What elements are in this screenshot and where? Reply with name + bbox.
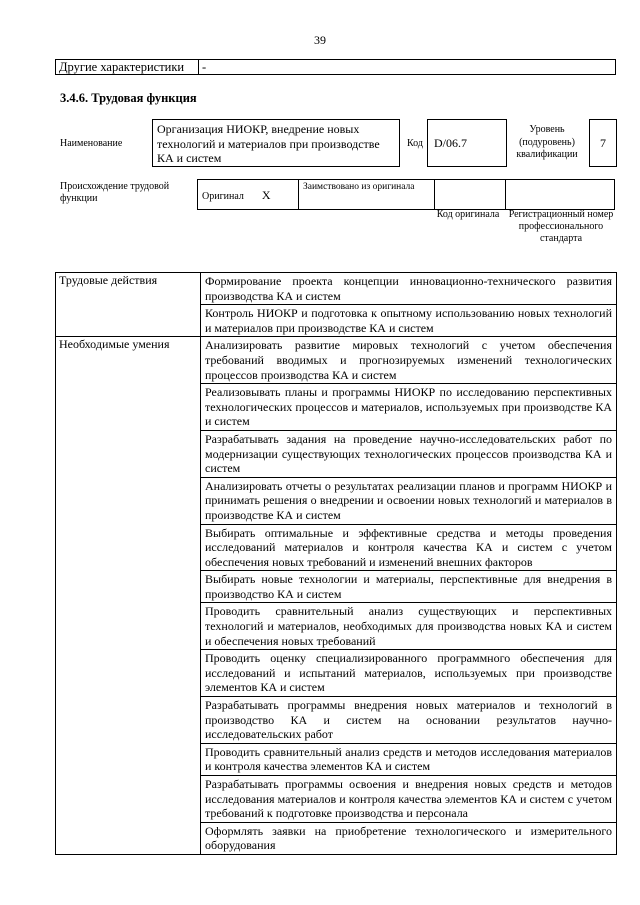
skill-item: Разрабатывать задания на проведение научно-исследовательских работ по модернизации существующих технологических процессов производства КА и систем [201, 430, 617, 477]
labor-function-table [55, 272, 617, 855]
borrowed-label: Заимствовано из оригинала [299, 180, 435, 210]
page-number: 39 [314, 33, 326, 47]
skill-item: Анализировать отчеты о результатах реализации планов и программ НИОКР и принимать решения о внедрении и освоении новых технологий и материалов в производстве КА и систем [201, 477, 617, 524]
other-characteristics-label: Другие характеристики [56, 60, 199, 75]
other-characteristics-table [55, 59, 616, 75]
skill-item: Реализовывать планы и программы НИОКР по исследованию перспективных технологических процессов и материалов, используемых при производстве КА и систем [201, 384, 617, 431]
labor-actions-header: Трудовые действия [56, 273, 201, 337]
labor-action-item: Формирование проекта концепции инновационно-технического развития производства КА и систем [201, 273, 617, 305]
original-cell [198, 180, 299, 210]
original-mark: X [261, 187, 271, 202]
reg-number-cell [506, 180, 615, 210]
code-label: Код [407, 138, 423, 149]
skill-item: Выбирать новые технологии и материалы, перспективные для внедрения в производство КА и систем [201, 571, 617, 603]
skill-item: Разрабатывать программы освоения и внедрения новых средств и методов исследования материалов и контроля качества элементов КА и систем с учетом требований к подготовке производства и персонала [201, 776, 617, 823]
original-label: Оригинал [202, 190, 244, 202]
skill-item: Проводить сравнительный анализ средств и методов исследования материалов и контроля качества элементов КА и систем [201, 743, 617, 775]
code-original-cell [435, 180, 506, 210]
code-original-label: Код оригинала [436, 209, 500, 220]
origin-table [197, 179, 615, 210]
labor-action-item: Контроль НИОКР и подготовка к опытному использованию новых технологий и материалов при производстве КА и систем [201, 305, 617, 337]
qualification-level-box: 7 [589, 119, 617, 167]
skills-header: Необходимые умения [56, 337, 201, 855]
skill-item: Оформлять заявки на приобретение технологического и измерительного оборудования [201, 822, 617, 854]
skill-item: Выбирать оптимальные и эффективные средства и методы проведения исследований материалов и контроля качества КА и систем с учетом обеспечения новых требований и изменений внешних факторов [201, 524, 617, 571]
qualification-level-label: Уровень (подуровень) квалификации [516, 124, 578, 160]
reg-number-label: Регистрационный номер профессионального стандарта [508, 209, 614, 244]
skill-item: Анализировать развитие мировых технологий с учетом обеспечения требований вводимых и прогнозируемых изменений технологических процессов производства КА и систем [201, 337, 617, 384]
origin-label: Происхождение трудовой функции [60, 181, 170, 204]
other-characteristics-value: - [199, 60, 616, 75]
skill-item: Проводить оценку специализированного программного обеспечения для исследований и испытаний материалов, используемых при производстве элементов КА и систем [201, 650, 617, 697]
skill-item: Проводить сравнительный анализ существующих и перспективных технологий и материалов, необходимых для производства новых КА и систем и обеспечения новых требований [201, 603, 617, 650]
section-title: 3.4.6. Трудовая функция [60, 91, 197, 105]
function-code-box: D/06.7 [427, 119, 507, 167]
function-name-box: Организация НИОКР, внедрение новых технологий и материалов при производстве КА и систем [152, 119, 400, 167]
name-label: Наименование [60, 138, 123, 149]
skill-item: Разрабатывать программы внедрения новых материалов и технологий в производство КА и систем на основании результатов научно-исследовательских работ [201, 697, 617, 744]
